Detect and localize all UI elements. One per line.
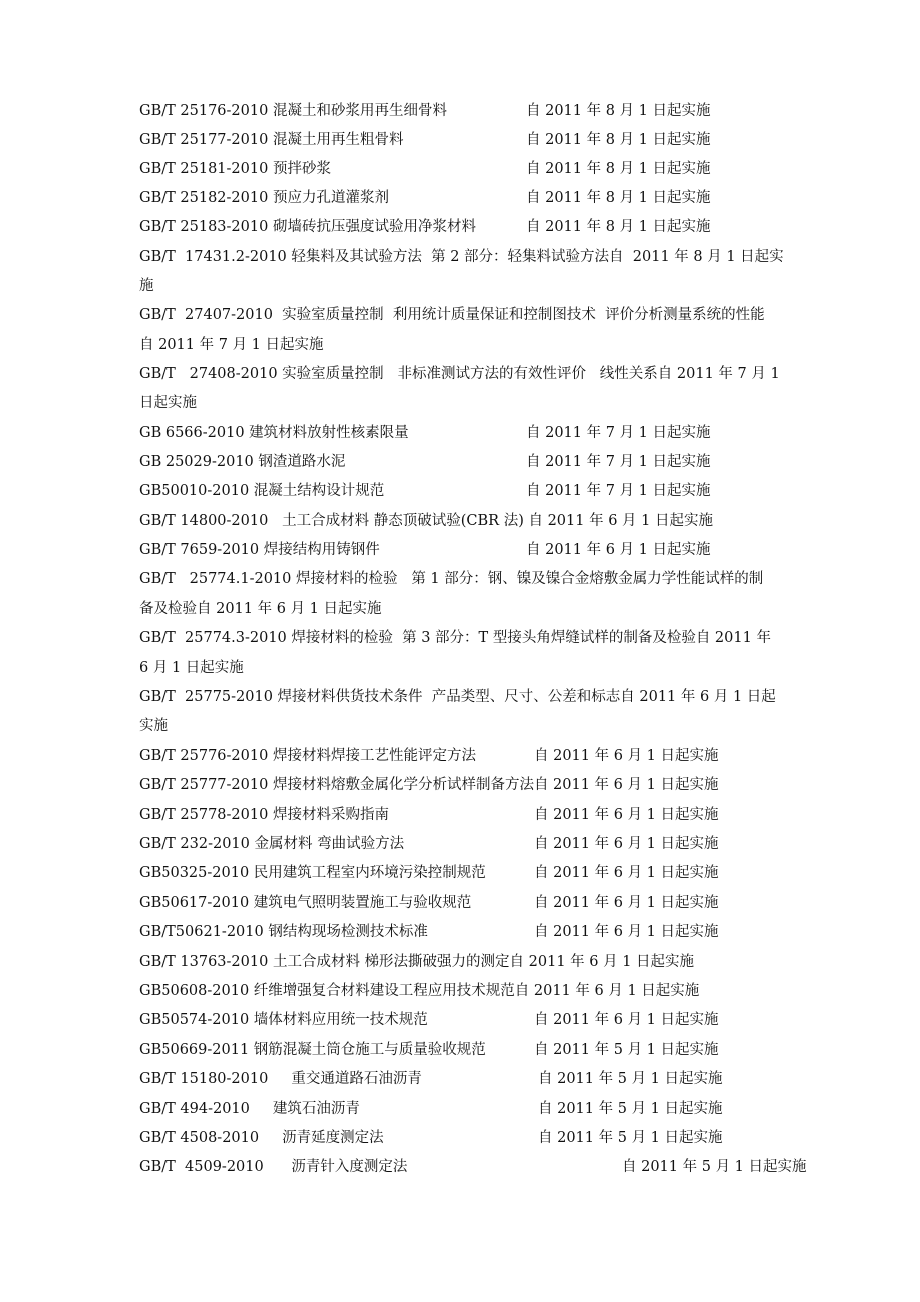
standard-code-title: GB/T 4508-2010 沥青延度测定法 bbox=[139, 1130, 384, 1146]
standard-entry bbox=[139, 922, 428, 942]
standard-code-title: GB/T50621-2010 钢结构现场检测技术标准 bbox=[139, 924, 428, 940]
standard-entry bbox=[139, 834, 404, 854]
effective-date: 自 2011 年 6 月 1 日起实施 bbox=[534, 836, 719, 852]
standard-entry bbox=[139, 1157, 407, 1177]
effective-date: 自 2011 年 8 月 1 日起实施 bbox=[526, 103, 711, 119]
standard-entry-line2: 6 月 1 日起实施 bbox=[139, 660, 244, 676]
standard-code-title: GB50617-2010 建筑电气照明装置施工与验收规范 bbox=[139, 895, 472, 911]
standard-entry-line2: 自 2011 年 7 月 1 日起实施 bbox=[139, 337, 324, 353]
effective-date: 自 2011 年 6 月 1 日起实施 bbox=[526, 542, 711, 558]
effective-date: 自 2011 年 6 月 1 日起实施 bbox=[534, 1012, 719, 1028]
standard-entry-line1: GB/T 17431.2-2010 轻集料及其试验方法 第 2 部分：轻集料试验方法自 2011 年 8 月 1 日起实 bbox=[139, 249, 784, 265]
effective-date: 自 2011 年 5 月 1 日起实施 bbox=[534, 1042, 719, 1058]
standard-entry bbox=[139, 101, 447, 121]
standard-entry-line2: 日起实施 bbox=[139, 395, 197, 411]
effective-date: 自 2011 年 6 月 1 日起实施 bbox=[534, 807, 719, 823]
effective-date: 自 2011 年 5 月 1 日起实施 bbox=[622, 1159, 807, 1175]
standard-code-title: GB/T 25181-2010 预拌砂浆 bbox=[139, 161, 331, 177]
standard-entry bbox=[139, 188, 389, 208]
effective-date: 自 2011 年 6 月 1 日起实施 bbox=[534, 865, 719, 881]
standard-entry bbox=[139, 805, 389, 825]
standard-entry-line1: GB/T 25775-2010 焊接材料供货技术条件 产品类型、尺寸、公差和标志自 2011 年 6 月 1 日起 bbox=[139, 689, 776, 705]
effective-date: 自 2011 年 7 月 1 日起实施 bbox=[526, 454, 711, 470]
standard-code-title: GB/T 25176-2010 混凝土和砂浆用再生细骨料 bbox=[139, 103, 447, 119]
standard-code-title: GB/T 25182-2010 预应力孔道灌浆剂 bbox=[139, 190, 389, 206]
standard-entry-line2: 施 bbox=[139, 278, 154, 294]
standard-code-title: GB50325-2010 民用建筑工程室内环境污染控制规范 bbox=[139, 865, 486, 881]
standard-code-title: GB/T 25776-2010 焊接材料焊接工艺性能评定方法 bbox=[139, 748, 476, 764]
standard-entry bbox=[139, 452, 345, 472]
standard-code-title: GB50574-2010 墙体材料应用统一技术规范 bbox=[139, 1012, 428, 1028]
effective-date: 自 2011 年 8 月 1 日起实施 bbox=[526, 190, 711, 206]
standard-entry-line1: GB/T 25777-2010 焊接材料熔敷金属化学分析试样制备方法自 2011 年 6 月 1 日起实施 bbox=[139, 777, 719, 793]
standard-code-title: GB/T 25183-2010 砌墙砖抗压强度试验用净浆材料 bbox=[139, 219, 476, 235]
standard-entry bbox=[139, 1128, 384, 1148]
effective-date: 自 2011 年 8 月 1 日起实施 bbox=[526, 132, 711, 148]
standard-code-title: GB/T 25778-2010 焊接材料采购指南 bbox=[139, 807, 389, 823]
standard-entry-line1: GB/T 27408-2010 实验室质量控制 非标准测试方法的有效性评价 线性关系自 2011 年 7 月 1 bbox=[139, 366, 780, 382]
standard-entry bbox=[139, 481, 384, 501]
standard-code-title: GB50010-2010 混凝土结构设计规范 bbox=[139, 483, 385, 499]
standard-entry-line1: GB/T 27407-2010 实验室质量控制 利用统计质量保证和控制图技术 评价分析测量系统的性能 bbox=[139, 307, 765, 323]
standard-entry-line1: GB/T 25774.1-2010 焊接材料的检验 第 1 部分：钢、镍及镍合金熔敷金属力学性能试样的制 bbox=[139, 571, 764, 587]
standard-code-title: GB/T 494-2010 建筑石油沥青 bbox=[139, 1101, 360, 1117]
standard-entry bbox=[139, 863, 486, 883]
standard-code-title: GB50669-2011 钢筋混凝土筒仓施工与质量验收规范 bbox=[139, 1042, 486, 1058]
standard-code-title: GB/T 15180-2010 重交通道路石油沥青 bbox=[139, 1071, 422, 1087]
standard-entry bbox=[139, 159, 331, 179]
standard-code-title: GB/T 232-2010 金属材料 弯曲试验方法 bbox=[139, 836, 405, 852]
standard-entry bbox=[139, 540, 380, 560]
effective-date: 自 2011 年 5 月 1 日起实施 bbox=[538, 1130, 723, 1146]
standard-code-title: GB/T 25177-2010 混凝土用再生粗骨料 bbox=[139, 132, 404, 148]
standard-entry bbox=[139, 1040, 486, 1060]
effective-date: 自 2011 年 8 月 1 日起实施 bbox=[526, 219, 711, 235]
standard-entry bbox=[139, 1010, 428, 1030]
effective-date: 自 2011 年 6 月 1 日起实施 bbox=[534, 924, 719, 940]
standard-entry-line2: 备及检验自 2011 年 6 月 1 日起实施 bbox=[139, 601, 382, 617]
effective-date: 自 2011 年 5 月 1 日起实施 bbox=[538, 1101, 723, 1117]
standard-entry bbox=[139, 893, 471, 913]
standard-entry bbox=[139, 217, 476, 237]
standard-code-title: GB/T 4509-2010 沥青针入度测定法 bbox=[139, 1159, 408, 1175]
effective-date: 自 2011 年 5 月 1 日起实施 bbox=[538, 1071, 723, 1087]
effective-date: 自 2011 年 7 月 1 日起实施 bbox=[526, 425, 711, 441]
standard-entry bbox=[139, 130, 403, 150]
effective-date: 自 2011 年 6 月 1 日起实施 bbox=[534, 895, 719, 911]
standard-entry-line1: GB/T 25774.3-2010 焊接材料的检验 第 3 部分：T 型接头角焊缝试样的制备及检验自 2011 年 bbox=[139, 630, 771, 646]
standard-entry bbox=[139, 746, 476, 766]
standard-entry-line2: 实施 bbox=[139, 718, 168, 734]
standard-entry bbox=[139, 1099, 360, 1119]
standard-entry-line1: GB/T 14800-2010 土工合成材料 静态顶破试验(CBR 法) 自 2011 年 6 月 1 日起实施 bbox=[139, 513, 713, 529]
standard-entry bbox=[139, 423, 409, 443]
effective-date: 自 2011 年 7 月 1 日起实施 bbox=[526, 483, 711, 499]
effective-date: 自 2011 年 8 月 1 日起实施 bbox=[526, 161, 711, 177]
effective-date: 自 2011 年 6 月 1 日起实施 bbox=[534, 748, 719, 764]
standard-entry bbox=[139, 1069, 422, 1089]
standard-code-title: GB 6566-2010 建筑材料放射性核素限量 bbox=[139, 425, 409, 441]
standard-code-title: GB 25029-2010 钢渣道路水泥 bbox=[139, 454, 346, 470]
standard-code-title: GB/T 7659-2010 焊接结构用铸钢件 bbox=[139, 542, 380, 558]
standard-entry-line1: GB/T 13763-2010 土工合成材料 梯形法撕破强力的测定自 2011 年 6 月 1 日起实施 bbox=[139, 954, 695, 970]
standard-entry-line1: GB50608-2010 纤维增强复合材料建设工程应用技术规范自 2011 年 6 月 1 日起实施 bbox=[139, 983, 700, 999]
